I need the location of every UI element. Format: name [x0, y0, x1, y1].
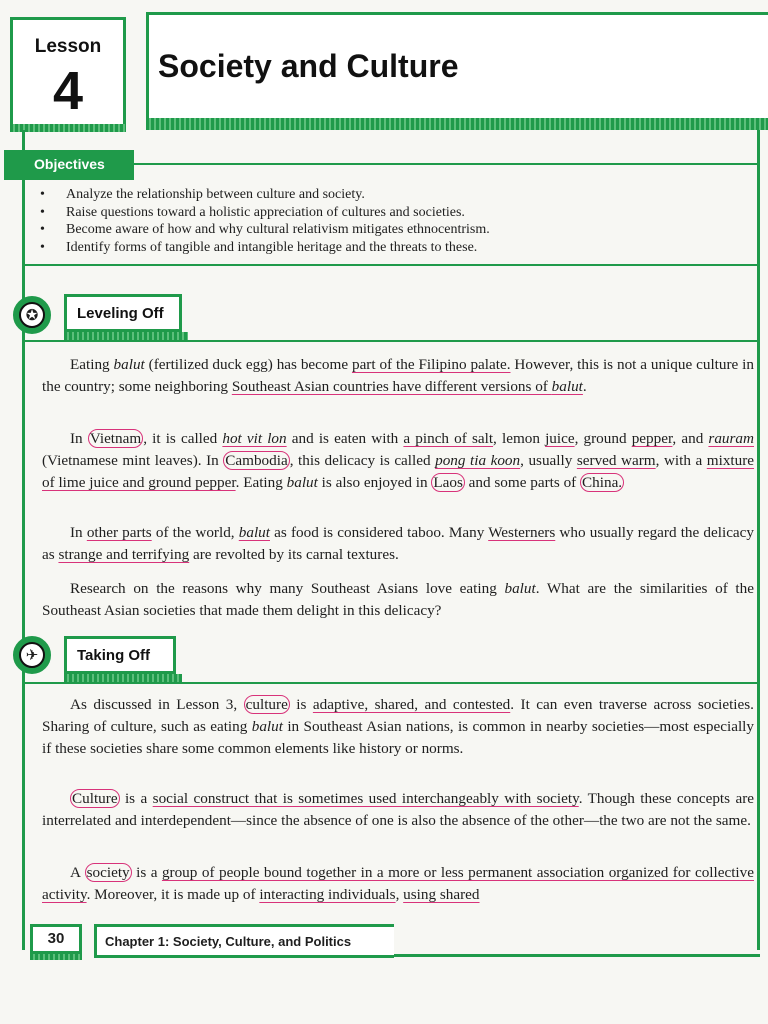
page-number: 30 [30, 924, 82, 954]
objectives-rule [134, 163, 760, 165]
lesson-box [10, 17, 126, 129]
taking-off-bar [64, 674, 182, 682]
leveling-para-3: In other parts of the world, balut as food is considered taboo. Many Westerners who usually regard the delicacy as strange and terrifying are revolted by its carnal textures. [42, 524, 755, 563]
title-bar [146, 118, 768, 130]
leveling-off-rule [22, 340, 760, 342]
taking-para-1: As discussed in Lesson 3, culture is adaptive, shared, and contested. It can even traverse across societies. Sharing of culture, such as eating balut in Southeast Asian nations, is common in nearby societies—most especially if these societies share some common elements like history or norms. [42, 696, 754, 757]
objectives-list [40, 186, 740, 256]
lesson-bar [10, 124, 126, 132]
lesson-label: Lesson [34, 36, 102, 57]
taking-off-rule [22, 682, 760, 684]
leveling-off-tab: Leveling Off [64, 294, 182, 332]
objective-item: • Analyze the relationship between culture and society. [40, 186, 740, 204]
leveling-off-bar [64, 332, 188, 340]
leveling-para-2: In Vietnam , it is called hot vit lon and is eaten with a pinch of salt, lemon juice, ground pepper, and rauram (Vietnamese mint leaves). In Cambodia , this delicacy is called pong tia koon, usually served warm, with a mixture of lime juice and ground pepper. Eating balut is also enjoyed in Laos and some parts of China. [42, 430, 755, 491]
taking-para-2: Culture is a social construct that is sometimes used interchangeably with society. Though these concepts are interrelated and interdependent—since the absence of one is also the absence of the other—the two are not the same. [42, 790, 754, 829]
leveling-para-4: Research on the reasons why many Southeast Asians love eating balut. What are the similarities of the Southeast Asian societies that made them delight in this delicacy? [42, 580, 754, 619]
leveling-para-1: Eating balut (fertilized duck egg) has become part of the Filipino palate. However, this is not a unique culture in the country; some neighboring Southeast Asian countries have different versions of balut. [42, 356, 754, 395]
footer-rule [394, 954, 760, 957]
objective-item: • Become aware of how and why cultural relativism mitigates ethnocentrism. [40, 221, 740, 239]
objectives-bottom-rule [22, 264, 760, 266]
frame-left [22, 130, 25, 950]
page-number-bar [30, 954, 82, 960]
objectives-label: Objectives [34, 156, 105, 172]
compass-icon: ✪ [13, 296, 51, 334]
taking-para-3: A society is a group of people bound together in a more or less permanent association organized for collective activity. Moreover, it is made up of interacting individuals, using shared [42, 864, 754, 903]
frame-right [757, 130, 760, 950]
objective-item: • Raise questions toward a holistic appreciation of cultures and societies. [40, 204, 740, 222]
lesson-number: 4 [52, 61, 84, 121]
objective-item: • Identify forms of tangible and intangible heritage and the threats to these. [40, 239, 740, 257]
chapter-footer: Chapter 1: Society, Culture, and Politics [94, 924, 394, 958]
taking-off-tab: Taking Off [64, 636, 176, 674]
page-title: Society and Culture [158, 48, 459, 84]
airplane-globe-icon: ✈ [13, 636, 51, 674]
